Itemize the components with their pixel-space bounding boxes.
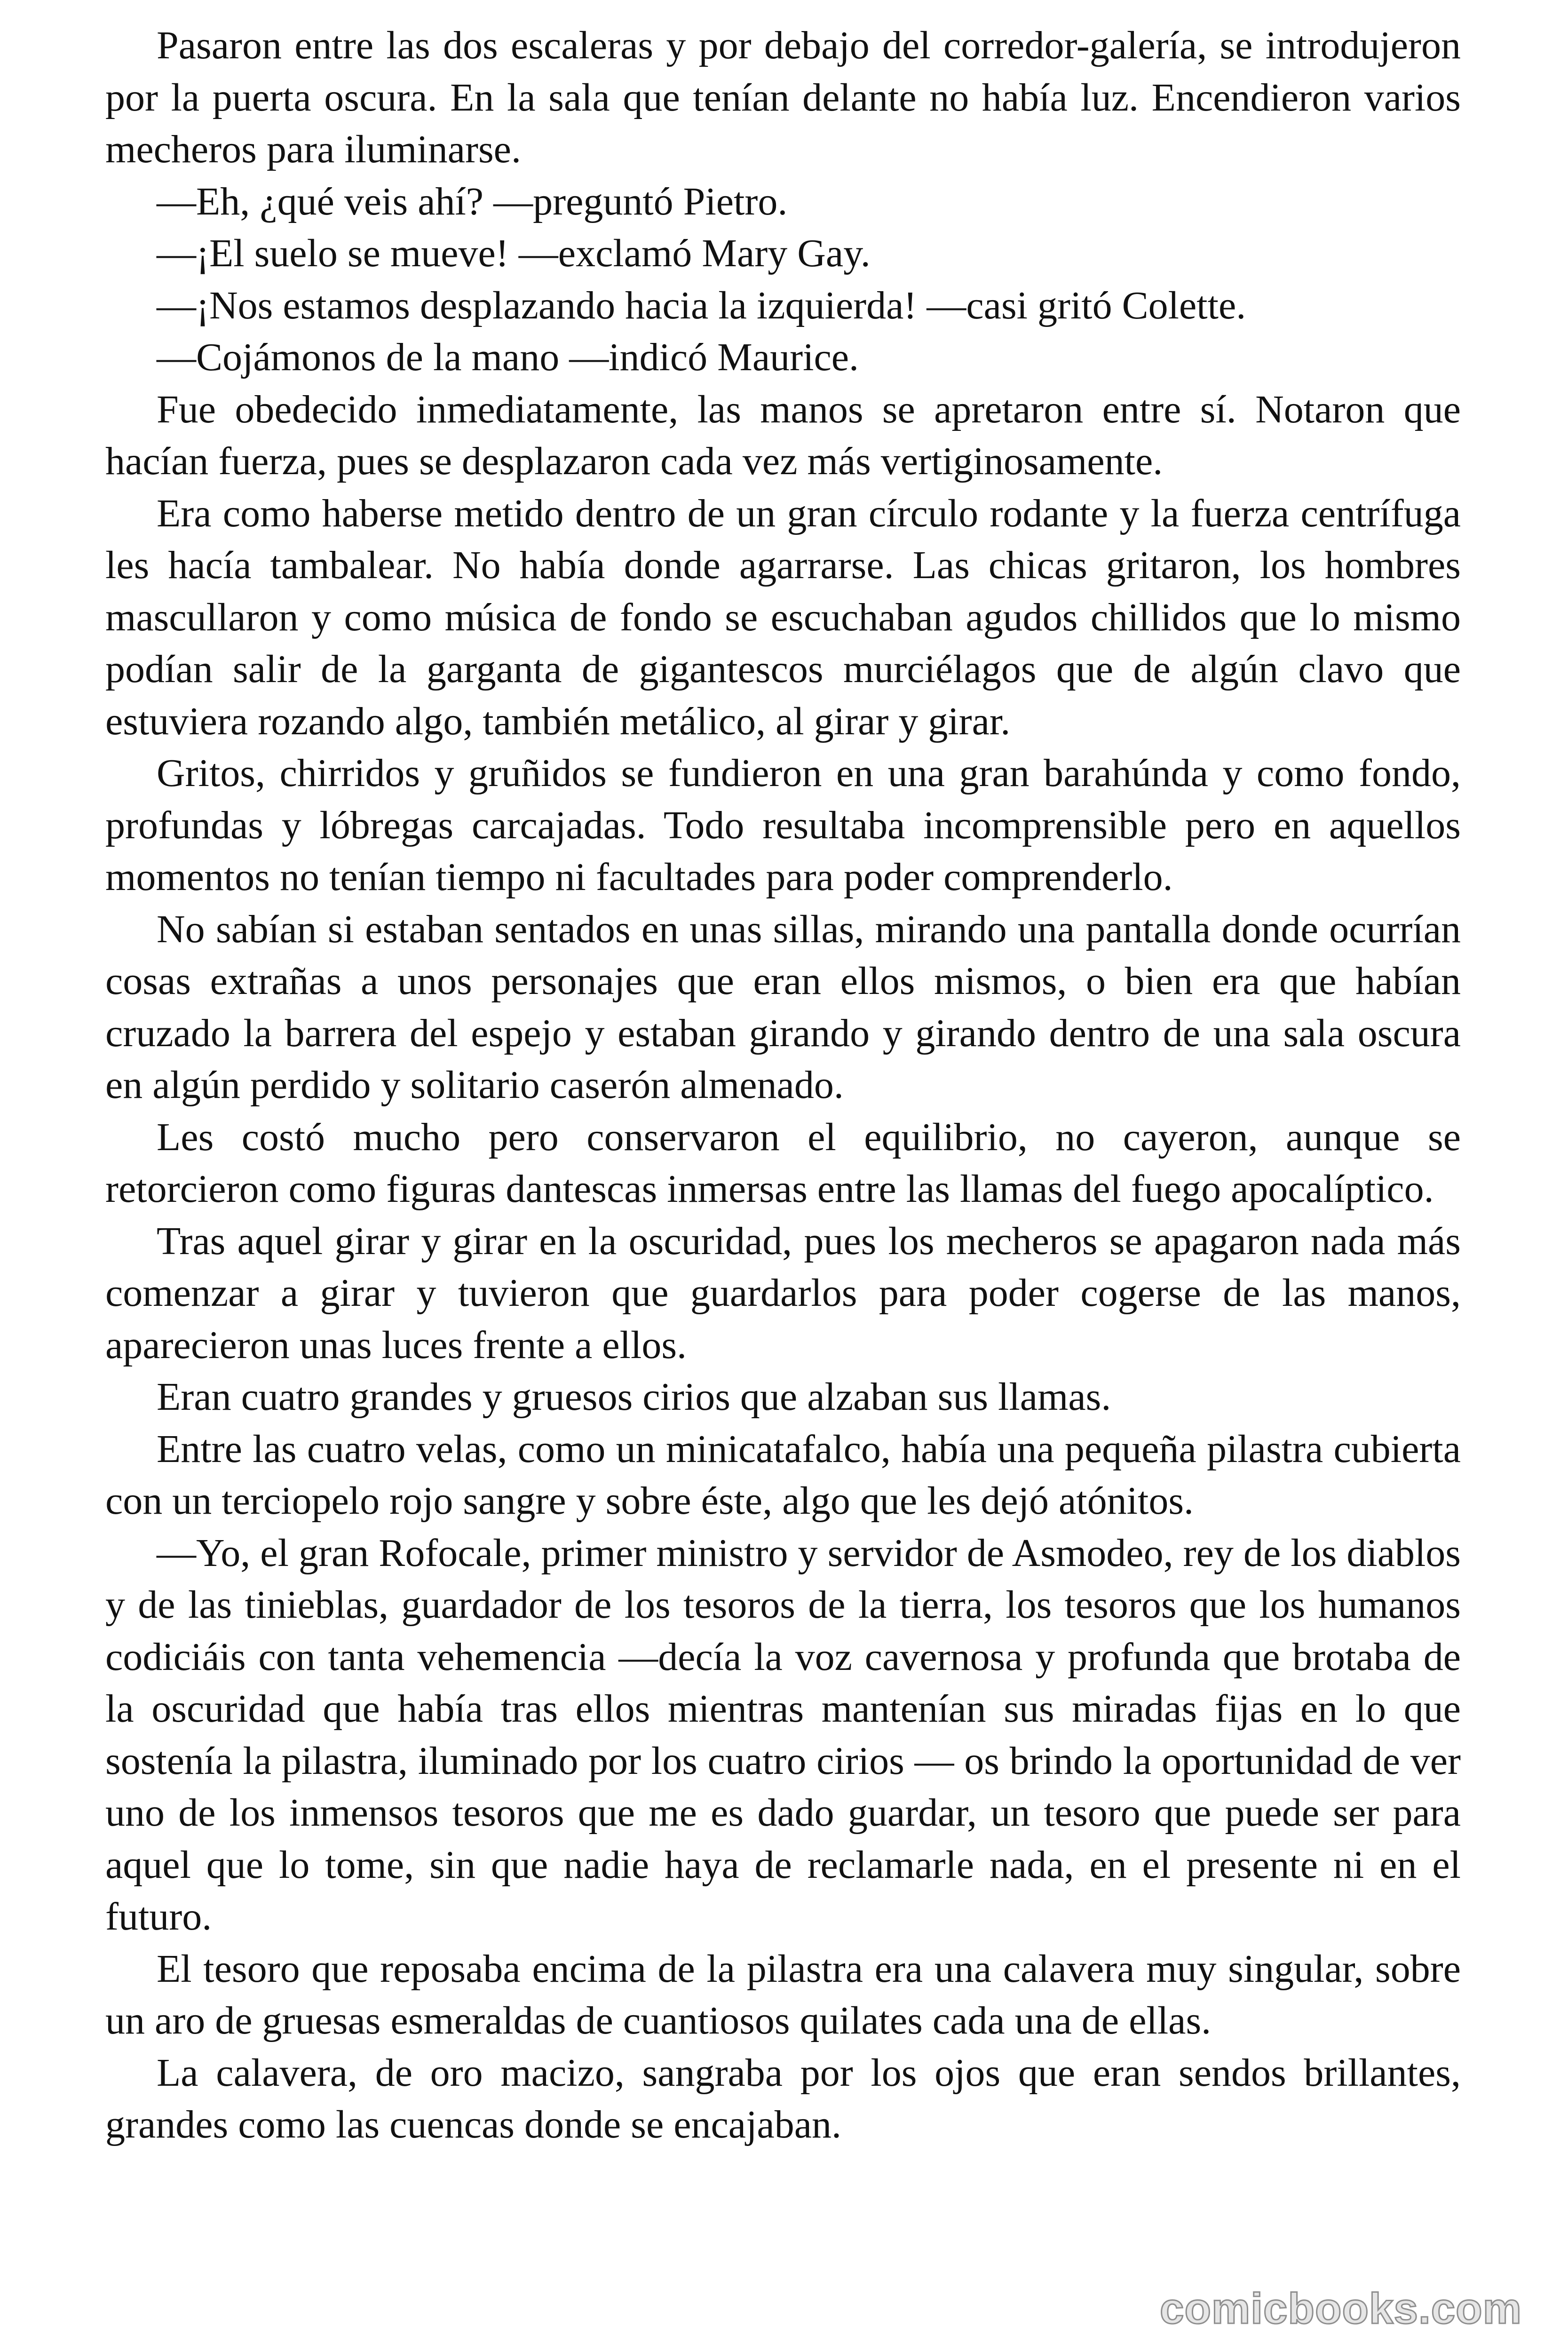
paragraph: No sabían si estaban sentados en unas sillas, mirando una pantalla donde ocurrían cosas extrañas a unos personajes que eran ellos mismos, o bien era que habían cruzado la barrera del espejo y estaban girando y girando dentro de una sala oscura en algún perdido y solitario caserón almenado. <box>105 907 1461 1107</box>
svg-text:comicbooks.com: comicbooks.com <box>1160 2285 1522 2333</box>
paragraph: Entre las cuatro velas, como un minicatafalco, había una pequeña pilastra cubierta con un terciopelo rojo sangre y sobre éste, algo que les dejó atónitos. <box>105 1427 1461 1523</box>
paragraph: Tras aquel girar y girar en la oscuridad, pues los mecheros se apagaron nada más comenzar a girar y tuvieron que guardarlos para poder cogerse de las manos, aparecieron unas luces frente a ellos. <box>105 1219 1461 1367</box>
paragraph: —Yo, el gran Rofocale, primer ministro y servidor de Asmodeo, rey de los diablos y de las tinieblas, guardador de los tesoros de la tierra, los tesoros que los humanos codiciáis con tanta vehemencia —decía la voz cavernosa y profunda que brotaba de la oscuridad que había tras ellos mientras mantenían sus miradas fijas en lo que sostenía la pilastra, iluminado por los cuatro cirios — os brindo la oportunidad de ver uno de los inmensos tesoros que me es dado guardar, un tesoro que puede ser para aquel que lo tome, sin que nadie haya de reclamarle nada, en el presente ni en el futuro. <box>105 1531 1461 1939</box>
paragraph: Era como haberse metido dentro de un gran círculo rodante y la fuerza centrífuga les hacía tambalear. No había donde agarrarse. Las chicas gritaron, los hombres mascullaron y como música de fondo se escuchaban agudos chillidos que lo mismo podían salir de la garganta de gigantescos murciélagos que de algún clavo que estuviera rozando algo, también metálico, al girar y girar. <box>105 491 1461 743</box>
paragraph: —¡El suelo se mueve! —exclamó Mary Gay. <box>157 231 871 275</box>
paragraph: Pasaron entre las dos escaleras y por debajo del corredor-galería, se introdujeron por la puerta oscura. En la sala que tenían delante no había luz. Encendieron varios mecheros para iluminarse. <box>105 24 1461 171</box>
paragraph: —¡Nos estamos desplazando hacia la izquierda! —casi gritó Colette. <box>157 283 1246 327</box>
paragraph: —Eh, ¿qué veis ahí? —preguntó Pietro. <box>157 179 788 223</box>
paragraph: Fue obedecido inmediatamente, las manos se apretaron entre sí. Notaron que hacían fuerza, pues se desplazaron cada vez más vertiginosamente. <box>105 387 1461 483</box>
paragraph: Les costó mucho pero conservaron el equilibrio, no cayeron, aunque se retorcieron como figuras dantescas inmersas entre las llamas del fuego apocalíptico. <box>105 1115 1461 1211</box>
page-body <box>105 20 1461 2151</box>
paragraph: El tesoro que reposaba encima de la pilastra era una calavera muy singular, sobre un aro de gruesas esmeraldas de cuantiosos quilates cada una de ellas. <box>105 1947 1461 2042</box>
paragraph: La calavera, de oro macizo, sangraba por los ojos que eran sendos brillantes, grandes como las cuencas donde se encajaban. <box>105 2050 1461 2146</box>
watermark-logo <box>1158 2284 1526 2336</box>
paragraph: Eran cuatro grandes y gruesos cirios que alzaban sus llamas. <box>157 1375 1111 1419</box>
paragraph: —Cojámonos de la mano —indicó Maurice. <box>157 335 859 379</box>
paragraph: Gritos, chirridos y gruñidos se fundieron en una gran barahúnda y como fondo, profundas y lóbregas carcajadas. Todo resultaba incomprensible pero en aquellos momentos no tenían tiempo ni facultades para poder comprenderlo. <box>105 751 1461 899</box>
